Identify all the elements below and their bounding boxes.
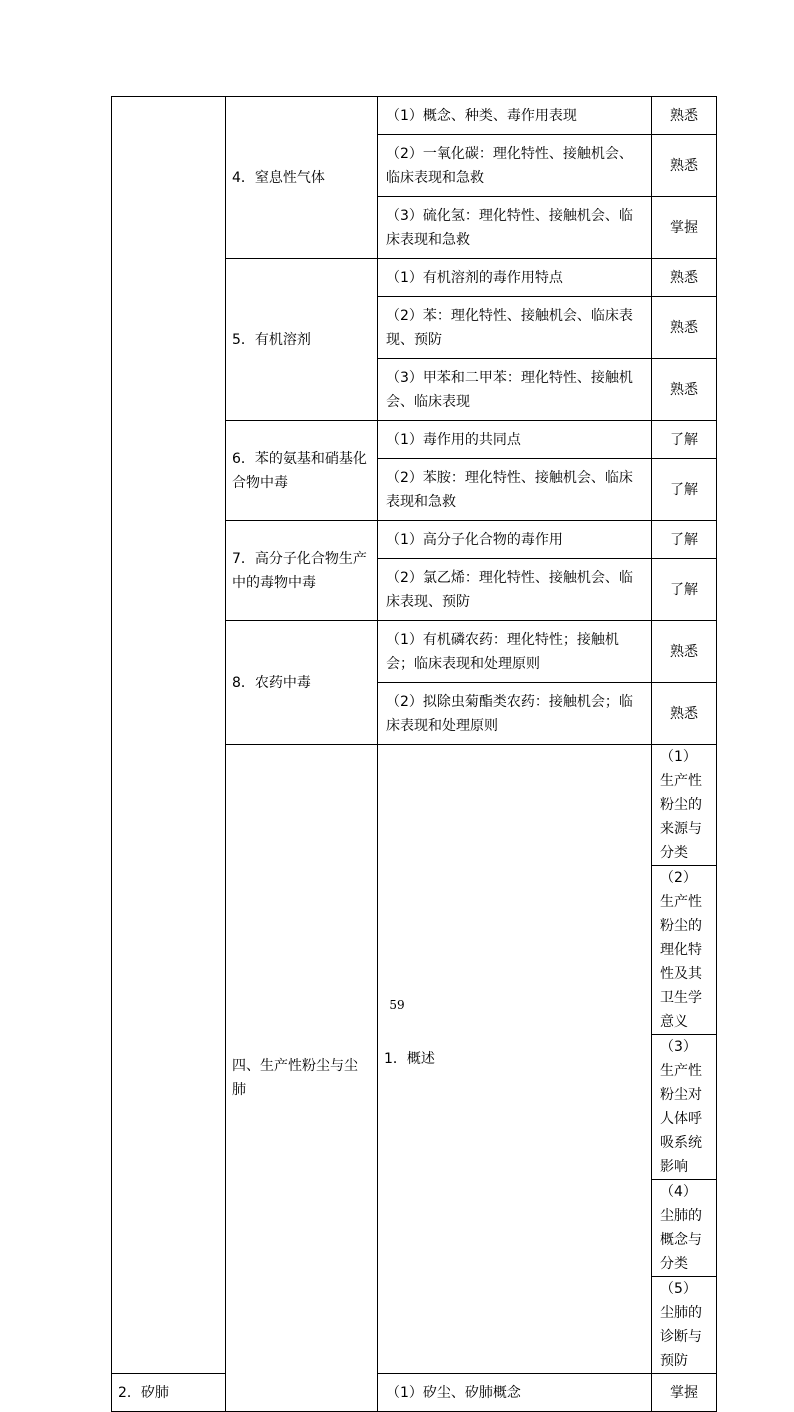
point-cell: （1）毒作用的共同点 <box>378 421 652 459</box>
requirement-cell: 掌握 <box>652 1374 717 1412</box>
requirement-cell: 熟悉 <box>652 259 717 297</box>
item-cell: 7．高分子化合物生产中的毒物中毒 <box>226 521 378 621</box>
item-cell: 5．有机溶剂 <box>226 259 378 421</box>
point-cell: （3）甲苯和二甲苯：理化特性、接触机会、临床表现 <box>378 359 652 421</box>
page-number: 59 <box>389 998 405 1012</box>
requirement-cell: 熟悉 <box>652 359 717 421</box>
point-cell: （1）概念、种类、毒作用表现 <box>378 97 652 135</box>
item-cell: 8．农药中毒 <box>226 621 378 745</box>
requirement-cell: 熟悉 <box>652 135 717 197</box>
requirement-cell: 了解 <box>652 459 717 521</box>
item-cell: 4．窒息性气体 <box>226 97 378 259</box>
point-cell: （2）拟除虫菊酯类农药：接触机会；临床表现和处理原则 <box>378 683 652 745</box>
requirement-cell: 熟悉 <box>652 683 717 745</box>
point-cell: （5）尘肺的诊断与预防 <box>652 1277 717 1374</box>
point-cell: （3）硫化氢：理化特性、接触机会、临床表现和急救 <box>378 197 652 259</box>
requirement-cell: 熟悉 <box>652 621 717 683</box>
table-row <box>112 1374 717 1412</box>
point-cell: （2）生产性粉尘的理化特性及其卫生学意义 <box>652 866 717 1035</box>
item-cell: 1．概述 <box>378 745 652 1374</box>
unit-cell <box>112 97 226 1374</box>
point-cell: （1）高分子化合物的毒作用 <box>378 521 652 559</box>
point-cell: （1）矽尘、矽肺概念 <box>378 1374 652 1412</box>
point-cell: （2）苯胺：理化特性、接触机会、临床表现和急救 <box>378 459 652 521</box>
syllabus-table <box>111 96 717 1412</box>
requirement-cell: 熟悉 <box>652 297 717 359</box>
table-row <box>112 97 717 135</box>
point-cell: （4）尘肺的概念与分类 <box>652 1180 717 1277</box>
point-cell: （1）有机磷农药：理化特性；接触机会；临床表现和处理原则 <box>378 621 652 683</box>
item-cell: 2．矽肺 <box>112 1374 226 1412</box>
requirement-cell: 了解 <box>652 521 717 559</box>
requirement-cell: 掌握 <box>652 197 717 259</box>
point-cell: （1）生产性粉尘的来源与分类 <box>652 745 717 866</box>
point-cell: （2）一氧化碳：理化特性、接触机会、临床表现和急救 <box>378 135 652 197</box>
requirement-cell: 了解 <box>652 421 717 459</box>
item-cell: 6．苯的氨基和硝基化合物中毒 <box>226 421 378 521</box>
requirement-cell: 了解 <box>652 559 717 621</box>
point-cell: （3）生产性粉尘对人体呼吸系统影响 <box>652 1035 717 1180</box>
unit-cell: 四、生产性粉尘与尘肺 <box>226 745 378 1412</box>
point-cell: （2）苯：理化特性、接触机会、临床表现、预防 <box>378 297 652 359</box>
requirement-cell: 熟悉 <box>652 97 717 135</box>
point-cell: （2）氯乙烯：理化特性、接触机会、临床表现、预防 <box>378 559 652 621</box>
point-cell: （1）有机溶剂的毒作用特点 <box>378 259 652 297</box>
